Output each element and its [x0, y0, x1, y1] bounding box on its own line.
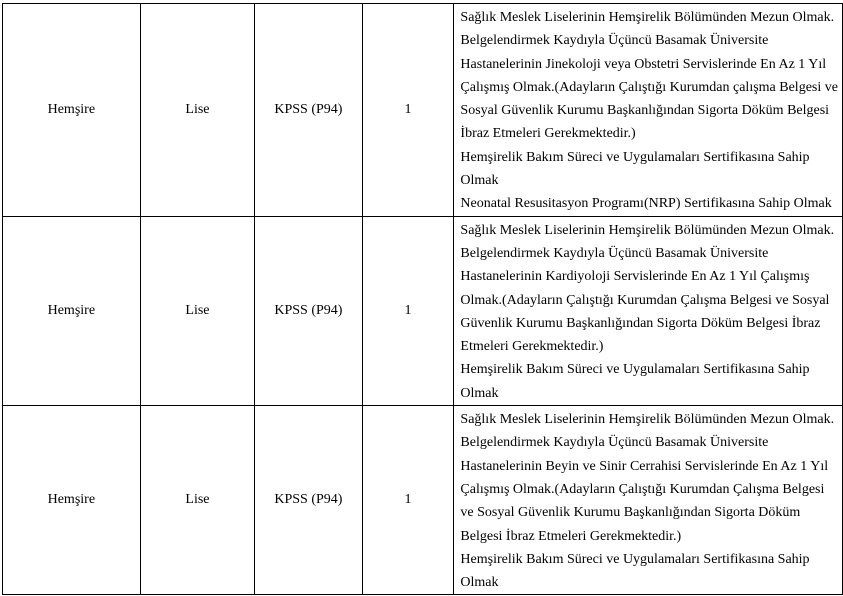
requirement-line: Belgelendirmek Kaydıyla Üçüncü Basamak Üniversite: [460, 245, 769, 261]
requirement-line: Hastanelerinin Beyin ve Sinir Cerrahisi Servislerinde En Az 1 Yıl: [460, 458, 829, 474]
requirements-cell: [454, 406, 843, 595]
position-title-cell: Hemşire: [3, 406, 141, 595]
table-row: [3, 216, 843, 405]
requirement-line: Sağlık Meslek Liselerinin Hemşirelik Bölümünden Mezun Olmak.: [460, 222, 835, 238]
requirement-line: Olmak: [460, 385, 499, 401]
requirement-line: Hastanelerinin Kardiyoloji Servislerinde En Az 1 Yıl Çalışmış: [460, 269, 810, 285]
count-cell: 1: [362, 4, 454, 217]
requirement-line: Belgelendirmek Kaydıyla Üçüncü Basamak Üniversite: [460, 435, 769, 451]
requirement-line: Sağlık Meslek Liselerinin Hemşirelik Bölümünden Mezun Olmak.: [460, 10, 835, 25]
requirement-line: Sosyal Güvenlik Kurumu Başkanlığından Sigorta Döküm Belgesi: [460, 103, 830, 119]
requirement-line: İbraz Etmeleri Gerekmektedir.): [460, 126, 636, 142]
education-cell: Lise: [140, 216, 255, 405]
count-cell: 1: [362, 216, 454, 405]
exam-cell: KPSS (P94): [255, 4, 362, 217]
requirements-cell: [454, 216, 843, 405]
requirement-line: Hemşirelik Bakım Süreci ve Uygulamaları Sertifikasına Sahip: [460, 149, 810, 165]
requirement-line: Belgesi İbraz Etmeleri Gerekmektedir.): [460, 528, 682, 544]
exam-cell: KPSS (P94): [255, 216, 362, 405]
requirement-line: Etmeleri Gerekmektedir.): [460, 339, 604, 355]
requirement-line: Güvenlik Kurumu Başkanlığından Sigorta Döküm Belgesi İbraz: [460, 315, 821, 331]
count-cell: 1: [362, 406, 454, 595]
requirement-line: Çalışmış Olmak.(Adayların Çalıştığı Kurumdan çalışma Belgesi ve: [460, 79, 838, 95]
requirement-line: Sağlık Meslek Liselerinin Hemşirelik Bölümünden Mezun Olmak.: [460, 412, 835, 428]
requirement-line: Hemşirelik Bakım Süreci ve Uygulamaları Sertifikasına Sahip: [460, 551, 810, 567]
requirement-line: Olmak: [460, 173, 499, 189]
requirement-line: Hemşirelik Bakım Süreci ve Uygulamaları Sertifikasına Sahip: [460, 362, 810, 378]
exam-cell: KPSS (P94): [255, 406, 362, 595]
requirement-line: Neonatal Resusitasyon Programı(NRP) Sertifikasına Sahip Olmak: [460, 196, 832, 212]
requirement-line: Hastanelerinin Jinekoloji veya Obstetri Servislerinde En Az 1 Yıl: [460, 56, 827, 72]
requirement-line: ve Sosyal Güvenlik Kurumu Başkanlığından Sigorta Döküm: [460, 505, 801, 521]
requirement-line: Olmak.(Adayların Çalıştığı Kurumdan Çalışma Belgesi ve Sosyal: [460, 292, 830, 308]
table-row: [3, 406, 843, 595]
requirement-line: Çalışmış Olmak.(Adayların Çalıştığı Kurumdan Çalışma Belgesi: [460, 481, 825, 497]
requirement-line: Belgelendirmek Kaydıyla Üçüncü Basamak Üniversite: [460, 33, 769, 49]
table-row: [3, 4, 843, 217]
position-title-cell: Hemşire: [3, 216, 141, 405]
education-cell: Lise: [140, 4, 255, 217]
requirement-line: Olmak: [460, 575, 499, 591]
position-title-cell: Hemşire: [3, 4, 141, 217]
positions-table: [2, 3, 843, 595]
education-cell: Lise: [140, 406, 255, 595]
requirements-cell: [454, 4, 843, 217]
